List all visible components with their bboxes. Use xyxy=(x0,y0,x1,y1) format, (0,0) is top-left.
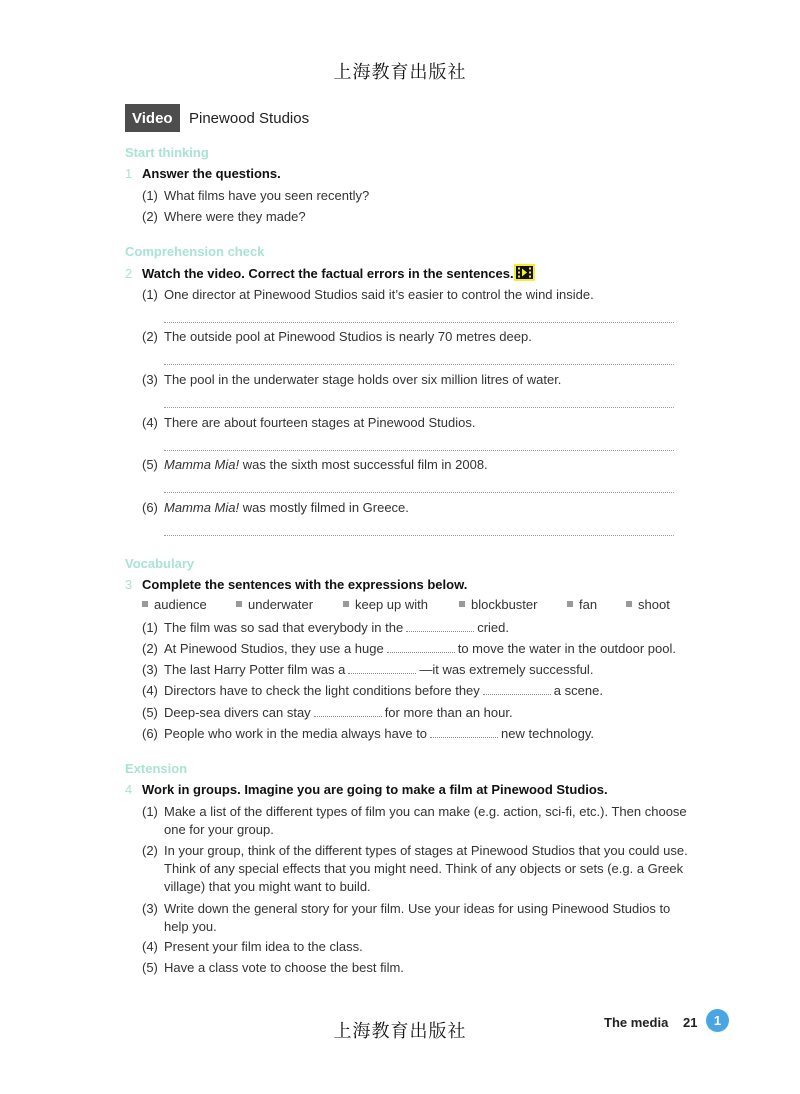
section-heading-start-thinking: Start thinking xyxy=(125,145,209,160)
blank-field[interactable] xyxy=(406,619,474,632)
blank-field[interactable] xyxy=(483,682,551,695)
list-item xyxy=(142,900,690,936)
item-text: What films have you seen recently? xyxy=(164,188,370,203)
task-number: 2 xyxy=(125,266,133,281)
item-text: cried. xyxy=(477,620,509,635)
list-item xyxy=(142,938,363,956)
word-text: blockbuster xyxy=(471,597,538,612)
list-item xyxy=(142,640,676,658)
film-title: Mamma Mia! xyxy=(164,500,240,515)
list-item xyxy=(142,286,594,304)
word-bank-item xyxy=(626,597,670,612)
item-number: (5) xyxy=(142,960,158,975)
answer-line[interactable] xyxy=(164,450,674,451)
task-number: 1 xyxy=(125,166,133,181)
answer-line[interactable] xyxy=(164,322,674,323)
item-number: (4) xyxy=(142,683,158,698)
item-number: (1) xyxy=(142,287,158,302)
item-number: (1) xyxy=(142,188,158,203)
item-text: a scene. xyxy=(553,683,603,698)
film-strip-icon[interactable] xyxy=(514,264,535,281)
blank-field[interactable] xyxy=(348,661,416,674)
item-number: (2) xyxy=(142,209,158,224)
word-bank-item xyxy=(343,597,428,612)
bullet-square-icon xyxy=(567,601,573,607)
task-number: 3 xyxy=(125,577,133,592)
item-text: Write down the general story for your film. Use your ideas for using Pinewood Studios to help you. xyxy=(164,901,671,934)
list-item xyxy=(142,208,306,226)
item-text: Directors have to check the light conditions before they xyxy=(164,683,480,698)
publisher-watermark-bottom: 上海教育出版社 xyxy=(333,1021,467,1042)
item-text: Have a class vote to choose the best film. xyxy=(164,960,404,975)
bullet-square-icon xyxy=(343,601,349,607)
list-item xyxy=(142,187,369,205)
section-heading-extension: Extension xyxy=(125,761,188,776)
item-number: (2) xyxy=(142,843,158,858)
task-1 xyxy=(125,166,281,181)
word-bank-item xyxy=(236,597,313,612)
item-number: (4) xyxy=(142,939,158,954)
item-text: Where were they made? xyxy=(164,209,306,224)
film-title: Mamma Mia! xyxy=(164,457,240,472)
answer-line[interactable] xyxy=(164,492,674,493)
list-item xyxy=(142,661,593,679)
list-item xyxy=(142,803,690,839)
bullet-square-icon xyxy=(626,601,632,607)
item-number: (3) xyxy=(142,901,158,916)
task-instruction: Work in groups. Imagine you are going to make a film at Pinewood Studios. xyxy=(142,782,608,797)
page-number: 21 xyxy=(683,1015,698,1030)
footer-unit-label: The media xyxy=(604,1015,669,1030)
task-number: 4 xyxy=(125,782,133,797)
item-number: (5) xyxy=(142,457,158,472)
bullet-square-icon xyxy=(236,601,242,607)
list-item xyxy=(142,725,594,743)
item-text: At Pinewood Studios, they use a huge xyxy=(164,641,384,656)
item-number: (3) xyxy=(142,662,158,677)
list-item xyxy=(142,414,475,432)
word-text: keep up with xyxy=(355,597,428,612)
item-text: The film was so sad that everybody in the xyxy=(164,620,404,635)
word-text: fan xyxy=(579,597,598,612)
item-number: (2) xyxy=(142,641,158,656)
list-item xyxy=(142,619,509,637)
item-text: The last Harry Potter film was a xyxy=(164,662,346,677)
list-item xyxy=(142,328,532,346)
publisher-watermark-top: 上海教育出版社 xyxy=(333,62,467,83)
blank-field[interactable] xyxy=(387,640,455,653)
word-text: audience xyxy=(154,597,207,612)
item-number: (3) xyxy=(142,372,158,387)
list-item xyxy=(142,682,603,700)
task-instruction: Watch the video. Correct the factual errors in the sentences. xyxy=(142,266,514,281)
bullet-square-icon xyxy=(142,601,148,607)
word-bank-item xyxy=(459,597,537,612)
word-text: shoot xyxy=(638,597,670,612)
page-title: Pinewood Studios xyxy=(189,110,310,127)
item-text: There are about fourteen stages at Pinewood Studios. xyxy=(164,415,476,430)
word-text: underwater xyxy=(248,597,314,612)
answer-line[interactable] xyxy=(164,535,674,536)
unit-badge: 1 xyxy=(706,1009,729,1032)
task-3 xyxy=(125,577,467,592)
item-number: (6) xyxy=(142,726,158,741)
task-2 xyxy=(125,266,514,281)
item-text: new technology. xyxy=(501,726,595,741)
item-number: (6) xyxy=(142,500,158,515)
task-instruction: Complete the sentences with the expressions below. xyxy=(142,577,468,592)
answer-line[interactable] xyxy=(164,364,674,365)
item-text: The pool in the underwater stage holds over six million litres of water. xyxy=(164,372,562,387)
item-text: People who work in the media always have to xyxy=(164,726,428,741)
item-text: One director at Pinewood Studios said it’s easier to control the wind inside. xyxy=(164,287,594,302)
item-text: Deep-sea divers can stay xyxy=(164,705,311,720)
list-item xyxy=(142,959,404,977)
list-item xyxy=(142,371,561,389)
item-text: In your group, think of the different types of stages at Pinewood Studios that you could use. Think of any special effects that you might need. Think of any objects or sets (e.g. a Greek village) that you might want to build. xyxy=(164,843,688,894)
item-text: was the sixth most successful film in 2008. xyxy=(239,457,488,472)
list-item xyxy=(142,456,488,474)
blank-field[interactable] xyxy=(430,725,498,738)
item-text: Make a list of the different types of film you can make (e.g. action, sci-fi, etc.). Then choose one for your group. xyxy=(164,804,687,837)
item-number: (5) xyxy=(142,705,158,720)
task-4 xyxy=(125,782,608,797)
list-item xyxy=(142,842,690,896)
answer-line[interactable] xyxy=(164,407,674,408)
item-text: was mostly filmed in Greece. xyxy=(239,500,409,515)
item-number: (1) xyxy=(142,804,158,819)
section-heading-comprehension: Comprehension check xyxy=(125,244,265,259)
bullet-square-icon xyxy=(459,601,465,607)
item-text: to move the water in the outdoor pool. xyxy=(457,641,676,656)
list-item xyxy=(142,499,409,517)
item-number: (4) xyxy=(142,415,158,430)
item-text: The outside pool at Pinewood Studios is nearly 70 metres deep. xyxy=(164,329,532,344)
section-heading-vocabulary: Vocabulary xyxy=(125,556,195,571)
item-text: for more than an hour. xyxy=(384,705,513,720)
item-text: —it was extremely successful. xyxy=(419,662,594,677)
blank-field[interactable] xyxy=(314,704,382,717)
word-bank-item xyxy=(142,597,207,612)
item-number: (2) xyxy=(142,329,158,344)
list-item xyxy=(142,704,513,722)
task-instruction: Answer the questions. xyxy=(142,166,281,181)
video-tag: Video xyxy=(125,104,180,132)
item-number: (1) xyxy=(142,620,158,635)
item-text: Present your film idea to the class. xyxy=(164,939,363,954)
word-bank-item xyxy=(567,597,597,612)
